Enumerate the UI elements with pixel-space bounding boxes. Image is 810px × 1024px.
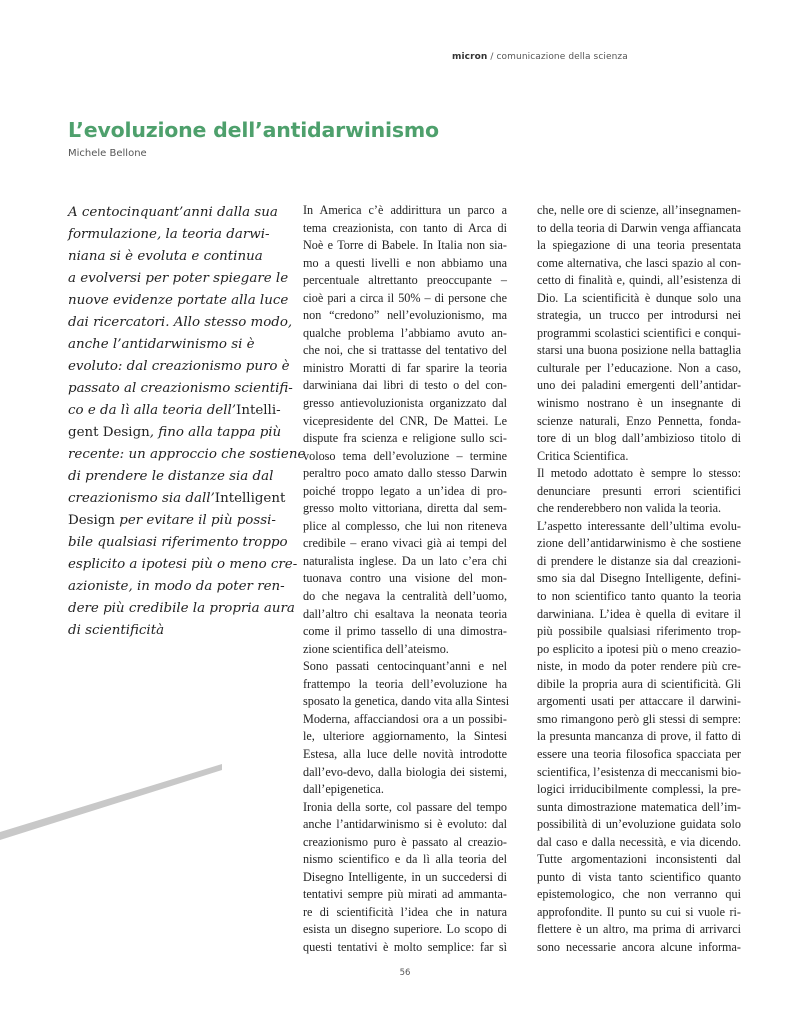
body-text-line: Noè e Torre di Babele. In Italia non sia- bbox=[303, 238, 507, 253]
pull-quote-fragment: co e da lì alla teoria dell’ bbox=[68, 403, 237, 418]
pull-quote-line: niana si è evoluta e continua bbox=[68, 249, 263, 264]
body-text-line: punto di vista tanto scientifico quanto bbox=[537, 869, 741, 884]
pull-quote-line bbox=[68, 422, 282, 444]
body-text-line: uno dei paladini emergenti dell’antidar- bbox=[537, 378, 741, 393]
body-text-line: po esplicito a ipotesi più o meno creazio- bbox=[537, 641, 741, 656]
body-text-line: tentativi sempre più mirati ad ammanta- bbox=[303, 887, 507, 902]
body-text-line: Estesa, alla luce delle novità introdotte bbox=[303, 746, 507, 761]
body-text-line: che, nelle ore di scienze, all’insegnamen- bbox=[537, 203, 741, 217]
body-text-line: come alternativa, che lasci spazio al con- bbox=[537, 255, 741, 270]
body-text-line: le, ulteriore aggiornamento, la Sintesi bbox=[303, 729, 507, 744]
pull-quote-line: nuove evidenze portate alla luce bbox=[68, 293, 289, 308]
body-text-line: scienze naturali, Enzo Pennetta, fonda- bbox=[537, 413, 741, 428]
pull-quote-line: a evolversi per poter spiegare le bbox=[68, 271, 289, 286]
body-text-line: questi tentativi è molto semplice: far sì bbox=[303, 939, 507, 954]
body-text-line: cetto di finalità e, quindi, all’esistenza di bbox=[537, 273, 741, 288]
pull-quote-line: dai ricercatori. Allo stesso modo, bbox=[68, 315, 293, 330]
magazine-name: micron bbox=[452, 52, 488, 62]
body-text-line: approfondite. Il punto su cui si vuole ri- bbox=[537, 904, 741, 919]
body-column-2 bbox=[537, 202, 741, 957]
body-text-line: zione dell’antidarwinismo è che sostiene bbox=[537, 536, 741, 551]
body-text-line: dall’evo-devo, dalla biologia dei sistemi, bbox=[303, 764, 507, 779]
body-text-line: Disegno Intelligente, in un succedersi di bbox=[303, 869, 507, 884]
body-text-line: possibilità di un’evoluzione guidata solo bbox=[537, 817, 741, 832]
body-column-1 bbox=[303, 202, 510, 957]
body-text-line: plice al complesso, che lui non riteneva bbox=[303, 518, 507, 533]
body-text-line: peraltro poco amato dallo stesso Darwin bbox=[303, 466, 507, 481]
body-text-line: Sono passati centocinquant’anni e nel bbox=[303, 659, 507, 674]
body-text-line: sono necessarie ancora alcune informa- bbox=[537, 939, 741, 954]
body-text-line: darwiniana dai libri di testo o del con- bbox=[303, 378, 507, 393]
body-text-line: tuonava contro una visione del mon- bbox=[303, 571, 507, 586]
body-text-line: starsi una buona posizione nella battaglia bbox=[537, 343, 741, 358]
body-text-line: Moderna, affacciandosi ora a un possibi- bbox=[303, 711, 507, 726]
body-text-line: epistemologico, che non verranno qui bbox=[537, 887, 741, 902]
body-text-line: gresso molto vittoriana, diretta dal sem- bbox=[303, 501, 507, 516]
body-text-line: creazionismo puro è passato al creazio- bbox=[303, 834, 507, 849]
body-text-line: Ironia della sorte, col passare del tempo bbox=[303, 799, 507, 814]
body-text-line: di prendere le distanze sia dal creazioni- bbox=[537, 553, 741, 568]
running-head bbox=[452, 52, 628, 62]
pull-quote-fragment: Intelligent bbox=[214, 491, 286, 506]
body-text-line: strategia, un trucco per introdursi nei bbox=[537, 308, 741, 323]
body-text-line: dispute fra scienza e religione sullo sci- bbox=[303, 431, 507, 446]
pull-quote-line: A centocinquant’anni dalla sua bbox=[68, 205, 278, 220]
body-text-line: smo sia dal Disegno Intelligente, defini- bbox=[537, 571, 741, 586]
body-text-line: scientifica, l’esistenza di meccanismi bio- bbox=[537, 764, 742, 779]
body-text-line: non “credono” nell’evoluzionismo, ma bbox=[303, 308, 507, 323]
pull-quote-fragment: Intelli- bbox=[236, 403, 281, 418]
pull-quote-fragment: creazionismo sia dall’ bbox=[68, 491, 215, 506]
body-text-line: dall’altro chi esaltava la neonata teoria bbox=[303, 606, 507, 621]
pull-quote-line: esplicito a ipotesi più o meno cre- bbox=[68, 557, 298, 572]
body-text-line: winismo nostrano è un insegnante di bbox=[537, 396, 741, 411]
body-text-line: dal caso e dalla necessità, e via dicendo. bbox=[537, 834, 741, 849]
pull-quote-line: bile qualsiasi riferimento troppo bbox=[68, 535, 288, 550]
body-text-line: L’aspetto interessante dell’ultima evolu- bbox=[537, 518, 741, 533]
pull-quote-fragment: per evitare il più possi- bbox=[115, 513, 276, 528]
pull-quote-line: formulazione, la teoria darwi- bbox=[68, 227, 270, 242]
pull-quote-line bbox=[68, 400, 281, 422]
body-text-line: flettere è un altro, ma prima di arrivarci bbox=[537, 922, 741, 937]
body-text-line: qualche problema l’abbiamo avuto an- bbox=[303, 325, 507, 340]
body-text-line: anche l’antidarwinismo si è evoluto: dal bbox=[303, 817, 507, 832]
body-text-line: la spiegazione di una teoria presentata bbox=[537, 238, 741, 253]
body-text-line: dall’epigenetica. bbox=[303, 782, 384, 797]
body-text-line: darwiniana. L’idea è quella di evitare il bbox=[537, 606, 741, 621]
body-text-line: programmi scolastici scientifici e conqui- bbox=[537, 325, 741, 340]
body-text-line: cioè pari a circa il 50% – di persone che bbox=[303, 290, 507, 305]
body-text-line: più possibile qualsiasi riferimento trop- bbox=[537, 624, 741, 639]
body-text-line: Critica Scientifica. bbox=[537, 448, 629, 463]
body-text-line: sunta dimostrazione matematica dell’im- bbox=[537, 799, 741, 814]
article-author: Michele Bellone bbox=[68, 148, 147, 159]
body-text-line: nismo scientifico e da lì alla teoria del bbox=[303, 852, 507, 867]
body-text-line: niste, in modo da poter rendere più cre- bbox=[537, 659, 741, 674]
body-text-line: che renderebbero non valida la teoria. bbox=[537, 501, 722, 516]
pull-quote-line: evoluto: dal creazionismo puro è bbox=[68, 359, 290, 374]
pull-quote-line bbox=[68, 488, 286, 510]
body-text-line: come il primo tassello di una dimostra- bbox=[303, 624, 507, 639]
body-text-line: percentuale altrettanto preoccupante – bbox=[303, 273, 507, 288]
body-text-line: la presunta mancanza di prove, il fatto di bbox=[537, 729, 741, 744]
body-text-line: tema creazionista, con tanto di Arca di bbox=[303, 220, 507, 235]
body-text-line: che noi, che si trattasse del tentativo del bbox=[303, 343, 507, 358]
body-text-line: dibile la propria aura di scientificità. Gli bbox=[537, 676, 741, 691]
article-title: L’evoluzione dell’antidarwinismo bbox=[68, 118, 439, 142]
pull-quote-line: passato al creazionismo scientifi- bbox=[68, 381, 293, 396]
section-name: comunicazione della scienza bbox=[496, 52, 628, 62]
decorative-stripe bbox=[0, 760, 230, 850]
body-text-line: mo a questi livelli e non abbiamo una bbox=[303, 255, 507, 270]
body-text-line: ministro Moratti di far sparire la teoria bbox=[303, 360, 507, 375]
body-text-line: naturalista inglese. Da un lato c’era chi bbox=[303, 553, 507, 568]
body-text-line: Il metodo adottato è sempre lo stesso: bbox=[537, 466, 741, 481]
body-text-line: sposato la genetica, dando vita alla Sintesi bbox=[303, 694, 510, 709]
pull-quote-line: di prendere le distanze sia dal bbox=[68, 469, 274, 484]
body-text-line: Tutte argomentazioni inconsistenti dal bbox=[537, 852, 741, 867]
body-text-line: Dio. La scientificità è dunque solo una bbox=[537, 290, 741, 305]
body-text-line: vicepresidente del CNR, De Mattei. Le bbox=[303, 413, 507, 428]
body-text-line: do che negava la centralità dell’uomo, bbox=[303, 589, 507, 604]
body-text-line: essere una teoria filosofica spacciata per bbox=[537, 746, 741, 761]
decorative-stripe-shape bbox=[0, 764, 222, 840]
pull-quote-fragment: gent Design bbox=[68, 425, 150, 440]
pull-quote-line: di scientificità bbox=[68, 623, 165, 638]
pull-quote-line: anche l’antidarwinismo si è bbox=[68, 337, 255, 352]
header-separator: / bbox=[487, 52, 497, 62]
pull-quote-fragment: Design bbox=[68, 513, 116, 528]
pull-quote-line bbox=[68, 510, 276, 532]
body-text-line: denunciare presunti errori scientifici bbox=[537, 483, 741, 498]
body-text-line: argomenti usati per attaccare il darwini- bbox=[537, 694, 741, 709]
body-text-line: tore di un blog dall’ambizioso titolo di bbox=[537, 431, 741, 446]
body-text-line: zione scientifica dell’ateismo. bbox=[303, 641, 449, 656]
pull-quote-line: recente: un approccio che sostiene bbox=[68, 447, 306, 462]
body-text-line: In America c’è addirittura un parco a bbox=[303, 203, 507, 217]
body-text-line: re di scientificità l’idea che in natura bbox=[303, 904, 507, 919]
body-text-line: culturale per l’educazione. Non a caso, bbox=[537, 360, 741, 375]
body-text-line: esista un disegno superiore. Lo scopo di bbox=[303, 922, 507, 937]
body-text-line: to della teoria di Darwin venga affiancata bbox=[537, 220, 741, 235]
pull-quote bbox=[68, 202, 306, 642]
pull-quote-line: azioniste, in modo da poter ren- bbox=[68, 579, 285, 594]
body-text-line: poiché troppo legato a un’idea di pro- bbox=[303, 483, 507, 498]
body-text-line: credibile – erano vivaci già ai tempi del bbox=[303, 536, 507, 551]
body-text-line: gresso antievoluzionista organizzato dal bbox=[303, 396, 507, 411]
body-text-line: logici irriducibilmente complessi, la pre- bbox=[537, 782, 741, 797]
body-text-line: frattempo la teoria dell’evoluzione ha bbox=[303, 676, 507, 691]
pull-quote-fragment: , fino alla tappa più bbox=[149, 425, 282, 440]
pull-quote-line: dere più credibile la propria aura bbox=[68, 601, 295, 616]
page-number: 56 bbox=[399, 968, 411, 978]
body-text-line: smo rimangono però gli stessi di sempre: bbox=[537, 711, 741, 726]
body-text-line: voloso tema dell’evoluzione – termine bbox=[303, 448, 507, 463]
body-text-line: to non scientifico tanto quanto la teoria bbox=[537, 589, 741, 604]
